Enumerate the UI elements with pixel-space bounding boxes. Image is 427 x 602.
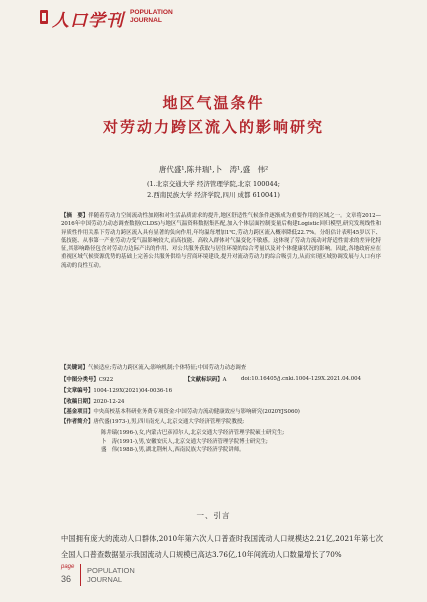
doi-link[interactable]: doi:10.16405/j.cnki.1004-129X.2021.04.004 [241,376,362,382]
footer-divider [80,564,81,586]
author-bio-4: 盛 伟(1988-),男,湖北荆州人,西南民族大学经济学院讲师。 [101,447,245,453]
received-row [61,398,381,406]
keywords-row [61,364,381,372]
author-bio-label: 【作者简介】 [61,419,94,425]
journal-name-en-line2: JOURNAL [130,16,162,24]
page-number: 36 [61,574,72,584]
article-title-line1: 地区气温条件 [162,94,265,112]
article-title-line2: 对劳动力跨区流入的影响研究 [102,118,324,136]
footer-journal-line2: JOURNAL [87,574,123,584]
keywords-label: 【关键词】 [61,365,88,371]
fund-text: 中央高校基本科研业务费专项资金:中国劳动力流动健康效应与影响研究(2020YJS060) [93,409,300,415]
journal-logo-icon [40,10,48,24]
author-bio-3: 卜 涛(1991-),男,安徽安庆人,北京交通大学经济管理学院博士研究生; [101,439,268,445]
fund-label: 【基金项目】 [61,409,94,415]
abstract [61,212,381,270]
author-bio-2: 陈井瑞(1996-),女,内蒙古巴彦淖尔人,北京交通大学经济管理学院硕士研究生; [101,430,285,436]
article-authors: 唐代盛¹,陈井瑞¹,卜 涛¹,盛 伟² [158,165,269,174]
clc-code: C922 [98,377,114,383]
abstract-text: 伴随着劳动力空间流动性加剧和对生活品质需求的提升,地区舒适性气候条件逐渐成为重要作用的区域之一。文章将2012—2016年中国劳动力动态调查数据(CLDS)与地区气温资料数据集匹配,加入个体层面控制变量后构建Logistic回归模型,研究发现线性和异质性作用关系下劳动力跨区流入具有显著的负向作用,年均温每增加1℃,劳动力跨区流入概率降低22.7%。分组估计表明45岁以下、低技能、从事第一产业劳动力受气温影响较大,而高技能、高收入群体对气温变化不敏感。这体现了劳动力流动对舒适性需求的差异化特征,其影响路径包含对劳动力边际产出的作用、对公共服务获取与居住环境的综合考量以及对个体健康状况的影响。因此,各地政府应在重视区域气候资源优势的基础上完善公共服务供给与营商环境建设,提升对流动劳动力的综合吸引力,从而实现区域协调发展与人口有序流动的良性互动。 [61,213,381,269]
journal-header [0,0,427,34]
abstract-label: 【摘 要】 [61,213,89,219]
article-number: 1004-129X(2021)04-0036-16 [93,388,173,394]
footer-journal-name [87,567,135,584]
received-date: 2020-12-24 [93,399,125,405]
journal-name-cn: 人口学刊 [52,11,124,31]
journal-name-en-line1: POPULATION [130,9,173,16]
affiliation-2: 2.西南民族大学 经济学院,四川 成都 610041) [147,191,280,199]
author-bio-1: 唐代盛(1973-),男,四川南充人,北京交通大学经济管理学院教授; [93,419,245,425]
journal-name-en [130,9,173,24]
received-label: 【收稿日期】 [61,399,94,405]
page-label: page [61,564,75,570]
author-bio-row [61,418,381,426]
keywords: 气候适应;劳动力跨区流入;影响机制;个体特征;中国劳动力动态调查 [87,365,247,371]
doc-code-group [185,377,227,383]
section-heading: 一、引言 [196,511,231,520]
article-number-label: 【文章编号】 [61,388,94,394]
body-paragraph: 中国拥有庞大的流动人口群体,2010年第六次人口普查时我国流动人口规模达2.21亿,2021年第七次全国人口普查数据显示我国流动人口规模已高达3.76亿,10年间流动人口数量增长了70% [61,534,383,559]
affiliation-1: (1.北京交通大学 经济管理学院,北京 100044; [147,180,280,188]
footer-journal-line1: POPULATION [87,566,135,575]
article-number-row [61,387,381,395]
fund-row [61,408,381,416]
doc-code-label: 【文献标识码】 [184,377,223,383]
doc-code: A [222,377,227,383]
clc-label: 【中图分类号】 [61,377,99,383]
